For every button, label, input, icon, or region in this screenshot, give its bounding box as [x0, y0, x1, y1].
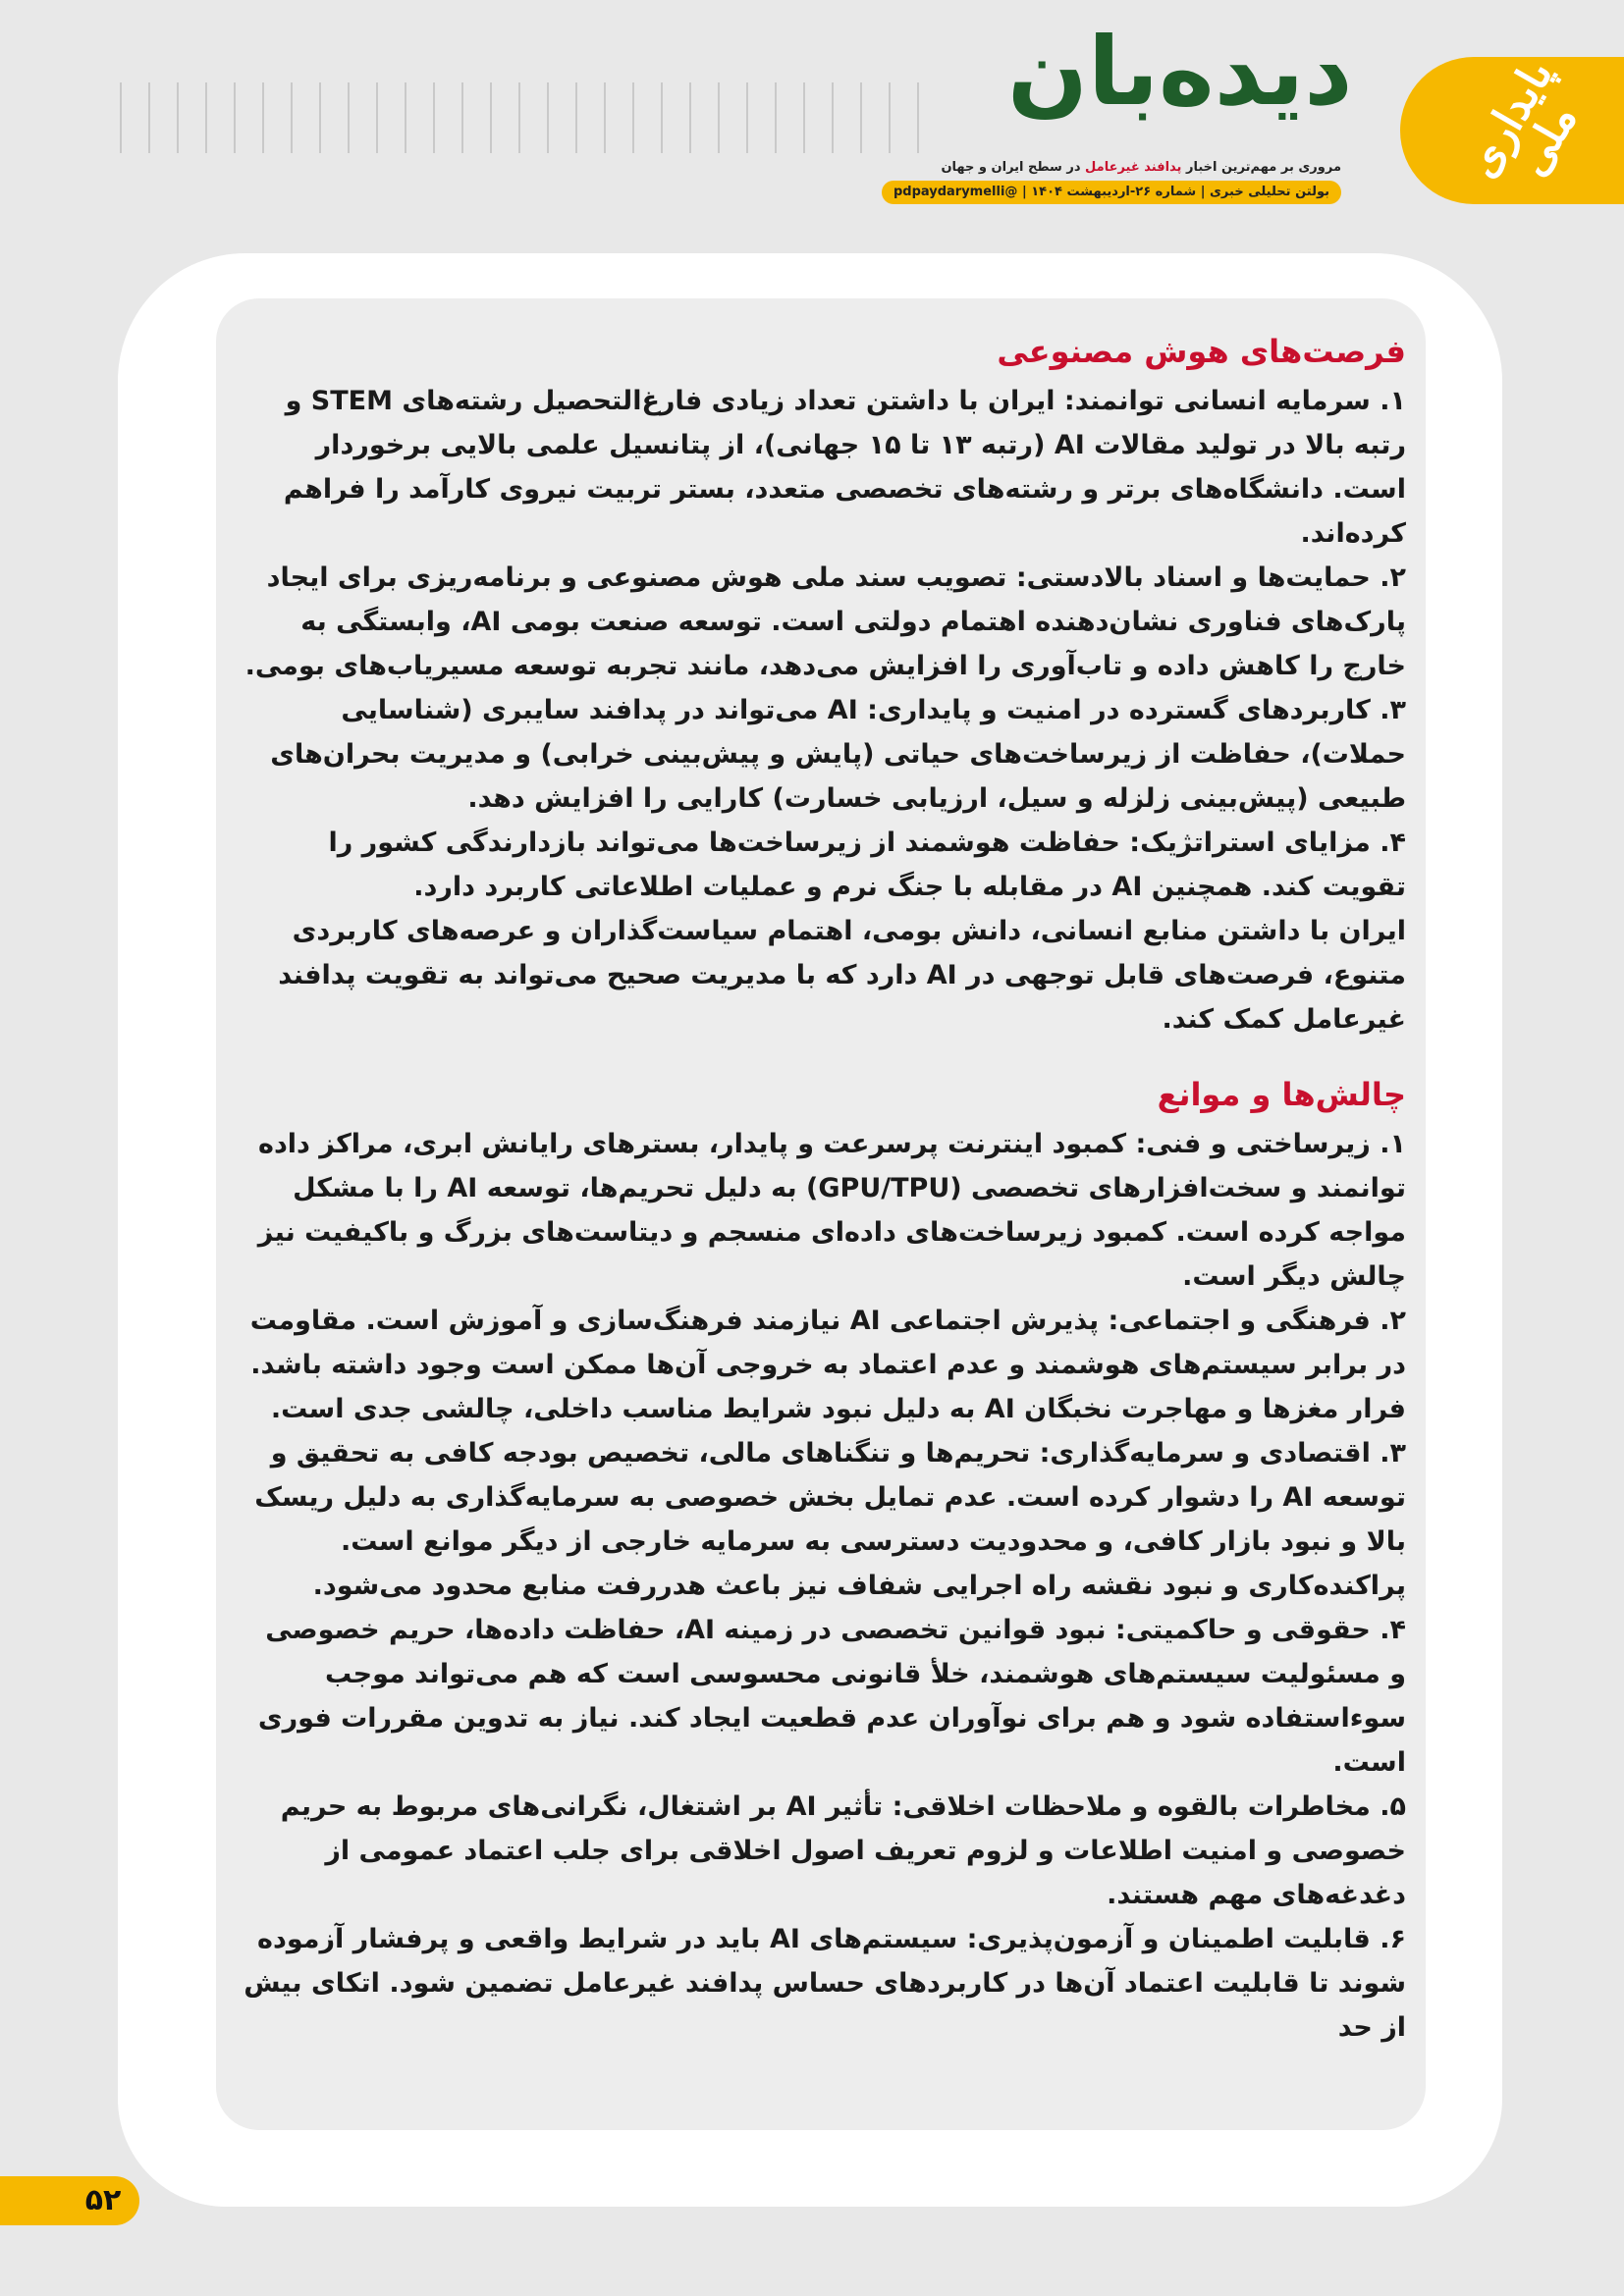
section-title-challenges: چالش‌ها و موانع	[1157, 1076, 1406, 1113]
tagline-highlight: پدافند غیرعامل	[1085, 160, 1182, 175]
paragraph: ایران با داشتن منابع انسانی، دانش بومی، اهتمام سیاست‌گذاران و عرصه‌های کاربردی متنوع، فرصت‌های قابل توجهی در AI دارد که با مدیریت صحیح می‌تواند به تقویت پدافند غیرعامل کمک کند.	[278, 916, 1406, 1035]
paragraph: ۴. حقوقی و حاکمیتی: نبود قوانین تخصصی در زمینه AI، حفاظت داده‌ها، حریم خصوصی و مسئولیت سیستم‌های هوشمند، خلأ قانونی محسوسی است که هم می‌تواند موجب سوءاستفاده شود و هم برای نوآوران عدم قطعیت ایجاد کند. نیاز به تدوین مقررات فوری است.	[257, 1615, 1406, 1778]
paydari-logo-text: پایداری ملی	[1456, 51, 1588, 187]
paragraph: ۶. قابلیت اطمینان و آزمون‌پذیری: سیستم‌های AI باید در شرایط واقعی و پرفشار آزموده شوند تا قابلیت اعتماد آن‌ها در کاربردهای حساس پدافند غیرعامل تضمین شود. اتکای بیش از حد	[244, 1924, 1406, 2043]
header-stripes	[120, 82, 964, 153]
paragraph: ۲. فرهنگی و اجتماعی: پذیرش اجتماعی AI نیازمند فرهنگ‌سازی و آموزش است. مقاومت در برابر سیستم‌های هوشمند و عدم اعتماد به خروجی آن‌ها ممکن است وجود داشته باشد. فرار مغزها و مهاجرت نخبگان AI به دلیل نبود شرایط مناسب داخلی، چالشی جدی است.	[249, 1306, 1406, 1424]
paragraph: ۱. زیرساختی و فنی: کمبود اینترنت پرسرعت و پایدار، بسترهای رایانش ابری، مراکز داده توانمند و سخت‌افزارهای تخصصی (GPU/TPU) به دلیل تحریم‌ها، توسعه AI را با مشکل مواجه کرده است. کمبود زیرساخت‌های داده‌ای منسجم و دیتاست‌های بزرگ و باکیفیت نیز چالش دیگر است.	[257, 1129, 1406, 1292]
article-body	[242, 324, 1406, 2050]
didehban-logo: دیده‌بان	[1007, 17, 1353, 127]
paragraph: ۲. حمایت‌ها و اسناد بالادستی: تصویب سند ملی هوش مصنوعی و برنامه‌ریزی برای ایجاد پارک‌های فناوری نشان‌دهنده اهتمام دولتی است. توسعه صنعت بومی AI، وابستگی به خارج را کاهش داده و تاب‌آوری را افزایش می‌دهد، مانند تجربه توسعه مسیریاب‌های بومی.	[244, 562, 1406, 681]
section-title-opportunities: فرصت‌های هوش مصنوعی	[997, 333, 1406, 370]
page-number: ۵۲	[84, 2183, 122, 2217]
bulletin-info-pill: بولتن تحلیلی خبری | شماره ۲۶-اردیبهشت ۱۴۰۴ | @pdpaydarymelli	[882, 181, 1341, 204]
paragraph: ۱. سرمایه انسانی توانمند: ایران با داشتن تعداد زیادی فارغ‌التحصیل رشته‌های STEM و رتبه بالا در تولید مقالات AI (رتبه ۱۳ تا ۱۵ جهانی)، از پتانسیل علمی بالایی برخوردار است. دانشگاه‌های برتر و رشته‌های تخصصی متعدد، بستر تربیت نیروی کارآمد را فراهم کرده‌اند.	[283, 386, 1406, 549]
paragraph: ۵. مخاطرات بالقوه و ملاحظات اخلاقی: تأثیر AI بر اشتغال، نگرانی‌های مربوط به حریم خصوصی و امنیت اطلاعات و لزوم تعریف اصول اخلاقی برای جلب اعتماد عمومی از دغدغه‌های مهم هستند.	[280, 1791, 1406, 1910]
paydari-logo-badge	[1400, 51, 1624, 204]
section-gap	[242, 1041, 1406, 1067]
paragraph: ۳. اقتصادی و سرمایه‌گذاری: تحریم‌ها و تنگناهای مالی، تخصیص بودجه کافی به تحقیق و توسعه AI را دشوار کرده است. عدم تمایل بخش خصوصی به سرمایه‌گذاری به دلیل ریسک بالا و نبود بازار کافی، و محدودیت دسترسی به سرمایه خارجی از دیگر موانع است. پراکنده‌کاری و نبود نقشه راه اجرایی شفاف نیز باعث هدررفت منابع محدود می‌شود.	[254, 1438, 1406, 1601]
header-tagline	[929, 159, 1341, 177]
tagline-post: در سطح ایران و جهان	[941, 160, 1086, 175]
tagline-pre: مروری بر مهم‌ترین اخبار	[1181, 160, 1341, 175]
paragraph: ۴. مزایای استراتژیک: حفاظت هوشمند از زیرساخت‌ها می‌تواند بازدارندگی کشور را تقویت کند. همچنین AI در مقابله با جنگ نرم و عملیات اطلاعاتی کاربرد دارد.	[328, 828, 1406, 902]
paragraph: ۳. کاربردهای گسترده در امنیت و پایداری: AI می‌تواند در پدافند سایبری (شناسایی حملات)، حفاظت از زیرساخت‌های حیاتی (پایش و پیش‌بینی خرابی) و مدیریت بحران‌های طبیعی (پیش‌بینی زلزله و سیل، ارزیابی خسارت) کارایی را افزایش دهد.	[270, 695, 1406, 814]
